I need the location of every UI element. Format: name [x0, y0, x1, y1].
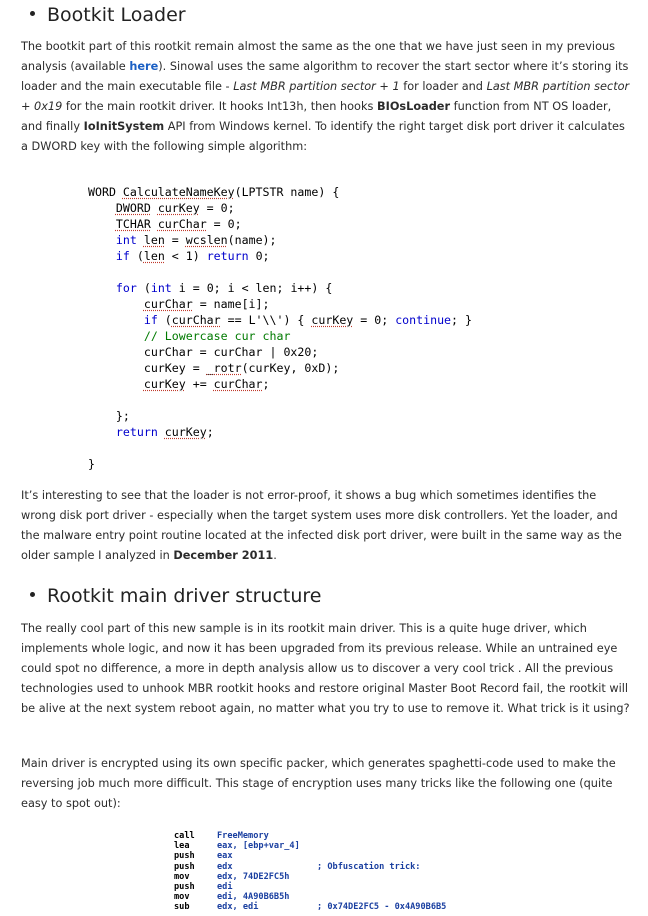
code-token: i = 0; i < len; i++) { [171, 281, 333, 295]
section-heading-rootkit-main-driver [30, 585, 322, 607]
asm-operands: FreeMemory [217, 831, 269, 841]
code-line [88, 360, 472, 376]
code-line [88, 344, 472, 360]
paragraph-text [21, 754, 631, 814]
code-token: curKey = [88, 361, 207, 375]
asm-instruction [174, 862, 446, 872]
code-token: = name[i]; [192, 297, 270, 311]
asm-opcode: push [174, 861, 195, 872]
code-token: }; [88, 409, 130, 423]
code-token: = 0; [199, 201, 235, 215]
code-token: (LPTSTR name) { [234, 185, 340, 199]
code-token: ( [129, 249, 144, 263]
code-line [88, 264, 472, 280]
asm-operands: edx, 74DE2FC5h [217, 871, 290, 882]
code-keyword: for [115, 281, 137, 295]
asm-instruction [174, 892, 446, 902]
asm-operands: edi [217, 881, 233, 892]
paragraph-encryption [21, 754, 631, 814]
asm-instruction [174, 872, 446, 882]
code-line [88, 216, 472, 232]
code-token: = 0; [353, 313, 396, 327]
code-line [88, 392, 472, 408]
asm-operands: edi, 4A90B6B5h [217, 892, 290, 903]
code-token: curChar = curChar | 0x20; [88, 345, 319, 359]
code-token: 0; [248, 249, 270, 263]
code-token: curChar [143, 297, 193, 311]
code-token: += [185, 377, 214, 391]
text-run: for loader and [399, 80, 487, 93]
code-token: (name); [227, 233, 277, 247]
code-line [88, 312, 472, 328]
asm-opcode: call [174, 831, 195, 841]
code-token [88, 313, 144, 327]
code-line [88, 440, 472, 456]
code-line [88, 328, 472, 344]
code-line [88, 248, 472, 264]
code-token: = [164, 233, 186, 247]
code-token [151, 217, 158, 231]
code-keyword: if [115, 249, 130, 263]
code-token: curChar [157, 217, 207, 231]
code-token: curChar [213, 377, 263, 391]
bold-text: BIOsLoader [377, 100, 451, 113]
asm-opcode: sub [174, 902, 190, 913]
code-token: curKey [311, 313, 354, 327]
code-line [88, 408, 472, 424]
text-run: ). Sinowal uses the same algorithm to recover the start sector where it’s storing its loader and the main executable file - [21, 60, 629, 93]
code-line [88, 200, 472, 216]
code-comment: // Lowercase cur char [143, 329, 291, 343]
code-token: < 1) [164, 249, 207, 263]
text-run: . [273, 549, 277, 562]
asm-instruction [174, 902, 446, 912]
code-line [88, 184, 472, 200]
bullet-icon [30, 11, 35, 16]
code-token [88, 217, 116, 231]
code-token [151, 201, 158, 215]
code-block-calculatenamekey [88, 184, 472, 472]
code-token: TCHAR [115, 217, 151, 231]
paragraph-text [21, 619, 631, 719]
code-keyword: return [115, 425, 158, 439]
code-keyword: if [143, 313, 158, 327]
code-token: == L'\\') { [220, 313, 312, 327]
code-token: curKey [157, 201, 200, 215]
code-line [88, 232, 472, 248]
section-heading-bootkit-loader [30, 4, 186, 26]
code-token: _rotr [206, 361, 242, 375]
asm-comment: ; 0x74DE2FC5 - 0x4A90B6B5 [317, 902, 447, 913]
code-token [88, 249, 116, 263]
text-run: API from Windows kernel. To identify the right target disk port driver it calculates a DWORD key with the following simple algorithm: [21, 120, 625, 153]
asm-opcode: push [174, 881, 195, 892]
code-token: WORD [88, 185, 123, 199]
code-keyword: continue [395, 313, 452, 327]
asm-operands: eax, [ebp+var_4] [217, 841, 300, 852]
code-token: ; [262, 377, 270, 391]
code-token: wcslen [185, 233, 228, 247]
here-link[interactable]: here [129, 60, 159, 73]
code-token [88, 329, 144, 343]
code-token [88, 297, 144, 311]
code-token: curKey [164, 425, 207, 439]
code-line [88, 376, 472, 392]
paragraph-rootkit-intro [21, 619, 631, 719]
bold-text: December 2011 [173, 549, 274, 562]
text-run: Main driver is encrypted using its own specific packer, which generates spaghetti-code used to make the reversing job much more difficult. This stage of encryption uses many tricks like the following one (quite easy to spot out): [21, 757, 616, 810]
code-line [88, 456, 472, 472]
code-token: DWORD [115, 201, 151, 215]
code-token [137, 233, 144, 247]
code-keyword: int [115, 233, 137, 247]
code-token: ( [136, 281, 151, 295]
code-token [88, 201, 116, 215]
section-title: Bootkit Loader [47, 4, 186, 26]
code-keyword: return [206, 249, 249, 263]
text-run: It’s interesting to see that the loader is not error-proof, it shows a bug which sometimes identifies the wrong disk port driver - especially when the target system uses more disk controllers. Yet the loader, and the malware entry point routine located at the infected disk port driver, were built in the same way as the older sample I analyzed in [21, 489, 622, 562]
bold-text: IoInitSystem [83, 120, 165, 133]
code-token: len [143, 233, 165, 247]
asm-opcode: lea [174, 841, 190, 852]
asm-opcode: push [174, 851, 195, 862]
italic-text: Last MBR partition sector + 0x19 [21, 80, 630, 113]
asm-operands: eax [217, 851, 233, 862]
code-token [88, 425, 116, 439]
code-token [158, 425, 165, 439]
paragraph-text [21, 37, 631, 157]
code-line [88, 280, 472, 296]
asm-comment: ; Obfuscation trick: [317, 861, 421, 872]
asm-instruction [174, 882, 446, 892]
paragraph-text [21, 486, 631, 566]
text-run: The bootkit part of this rootkit remain almost the same as the one that we have just seen in my previous analysis (available [21, 40, 616, 73]
code-token: curChar [171, 313, 221, 327]
code-line [88, 296, 472, 312]
asm-operands: edx, edi [217, 902, 259, 913]
asm-instruction [174, 841, 446, 851]
asm-instruction [174, 831, 446, 841]
code-token: ; [206, 425, 214, 439]
code-token [88, 281, 116, 295]
asm-opcode: mov [174, 892, 190, 903]
asm-opcode: mov [174, 871, 190, 882]
text-run: for the main rootkit driver. It hooks Int13h, then hooks [62, 100, 377, 113]
code-token: curKey [143, 377, 186, 391]
code-token: ; } [451, 313, 472, 327]
paragraph-loader-bug [21, 486, 631, 566]
code-token: CalculateNameKey [122, 185, 235, 199]
text-run: function from NT OS loader, and finally [21, 100, 612, 133]
italic-text: Last MBR partition sector + 1 [233, 80, 400, 93]
text-run: The really cool part of this new sample is in its rootkit main driver. This is a quite huge driver, which implements whole logic, and now it has been upgraded from its previous release. While an untrained eye could spot no difference, a more in depth analysis allow us to discover a very cool trick . All the previous technologies used to unhook MBR rootkit hooks and restore original Master Boot Record fail, the rootkit will be alive at the next system reboot again, no matter what you try to use to remove it. What trick is it using? [21, 622, 630, 715]
paragraph-bootkit-intro [21, 37, 631, 157]
code-token: ( [157, 313, 172, 327]
code-keyword: int [150, 281, 172, 295]
asm-instruction [174, 851, 446, 861]
code-token: (curKey, 0xD); [241, 361, 340, 375]
disassembly-snippet [174, 831, 446, 913]
code-token [88, 377, 144, 391]
code-line [88, 424, 472, 440]
section-title: Rootkit main driver structure [47, 585, 322, 607]
code-token: } [88, 457, 95, 471]
code-token [88, 233, 116, 247]
code-token: = 0; [206, 217, 242, 231]
code-token: len [143, 249, 165, 263]
asm-operands: edx [217, 861, 233, 872]
bullet-icon [30, 592, 35, 597]
